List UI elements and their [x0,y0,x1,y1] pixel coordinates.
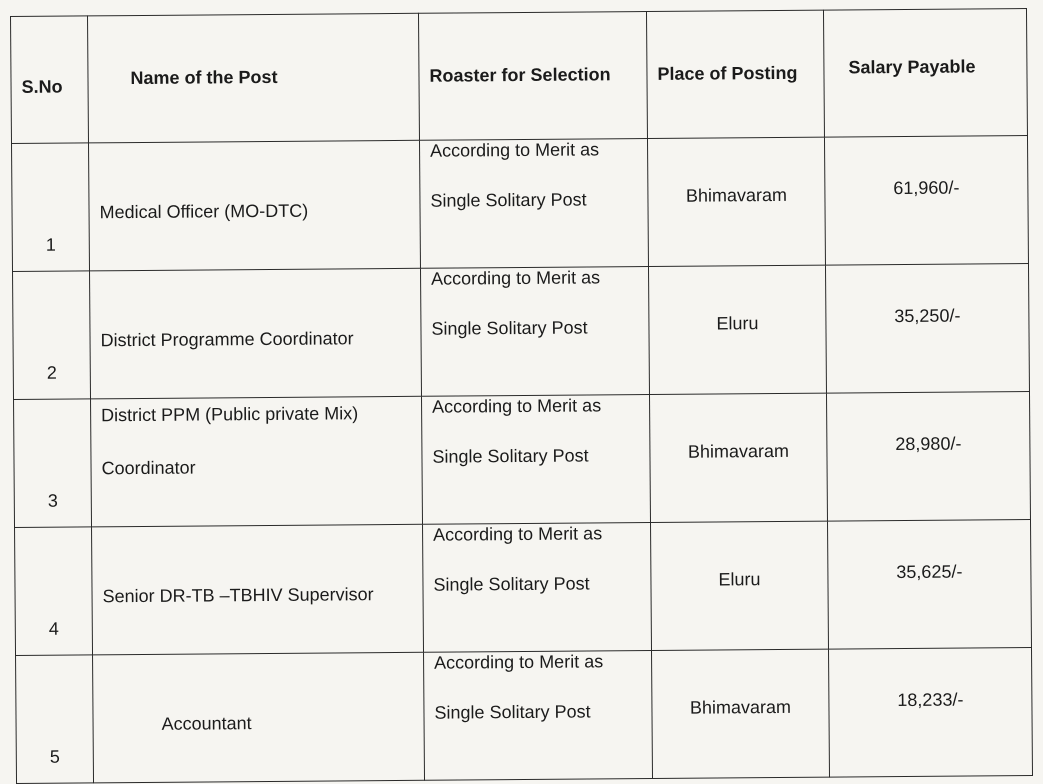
cell-roster [424,650,653,780]
table-row [15,520,1032,656]
cell-post-name [90,268,422,399]
cell-sno: 2 [13,271,91,400]
cell-salary: 35,625/- [827,520,1031,650]
cell-post-name [92,524,424,655]
cell-salary: 35,250/- [825,264,1029,394]
posts-table [10,8,1033,784]
cell-place: Bhimavaram [652,649,830,778]
post-name-text: Medical Officer (MO-DTC) [99,201,309,223]
roster-line2: Single Solitary Post [432,445,589,467]
cell-sno: 3 [14,399,92,528]
table-row [14,392,1031,528]
roster-line2: Single Solitary Post [434,701,591,723]
post-name-text: Accountant [161,713,252,735]
header-roaster-for-selection: Roaster for Selection [418,12,647,141]
cell-post-name [91,396,423,527]
cell-post-name [88,140,420,271]
cell-roster [419,138,648,268]
cell-place: Bhimavaram [649,393,827,522]
table-row [12,136,1029,272]
roster-line2: Single Solitary Post [430,189,587,211]
cell-sno: 1 [12,143,90,272]
roster-line1: According to Merit as [433,523,603,545]
roster-line2: Single Solitary Post [433,573,590,595]
header-name-of-post: Name of the Post [88,13,420,143]
post-name-text: District Programme Coordinator [100,328,354,351]
post-name-line1: District PPM (Public private Mix) [101,403,359,426]
cell-place: Eluru [650,521,828,650]
table-row [13,264,1030,400]
roster-line2: Single Solitary Post [431,317,588,339]
roster-line1: According to Merit as [429,139,600,161]
cell-post-name [93,652,425,783]
post-name-line2: Coordinator [101,457,196,479]
header-place-of-posting: Place of Posting [646,10,824,138]
table-row [16,647,1033,783]
cell-sno: 4 [15,527,93,656]
cell-place: Bhimavaram [647,137,825,266]
roster-line1: According to Merit as [430,267,601,289]
post-name-text: Senior DR-TB –TBHIV Supervisor [102,584,374,607]
cell-salary: 61,960/- [824,136,1028,266]
roster-line1: According to Merit as [432,395,602,417]
cell-roster [421,394,650,524]
cell-salary: 28,980/- [826,392,1030,522]
roster-line1: According to Merit as [434,651,604,673]
table-header-row [11,9,1028,144]
cell-roster [423,522,652,652]
cell-salary: 18,233/- [828,647,1032,777]
header-salary-payable: Salary Payable [823,9,1027,138]
cell-roster [420,266,649,396]
cell-sno: 5 [16,655,94,784]
cell-place: Eluru [648,265,826,394]
header-sno: S.No [11,16,89,144]
